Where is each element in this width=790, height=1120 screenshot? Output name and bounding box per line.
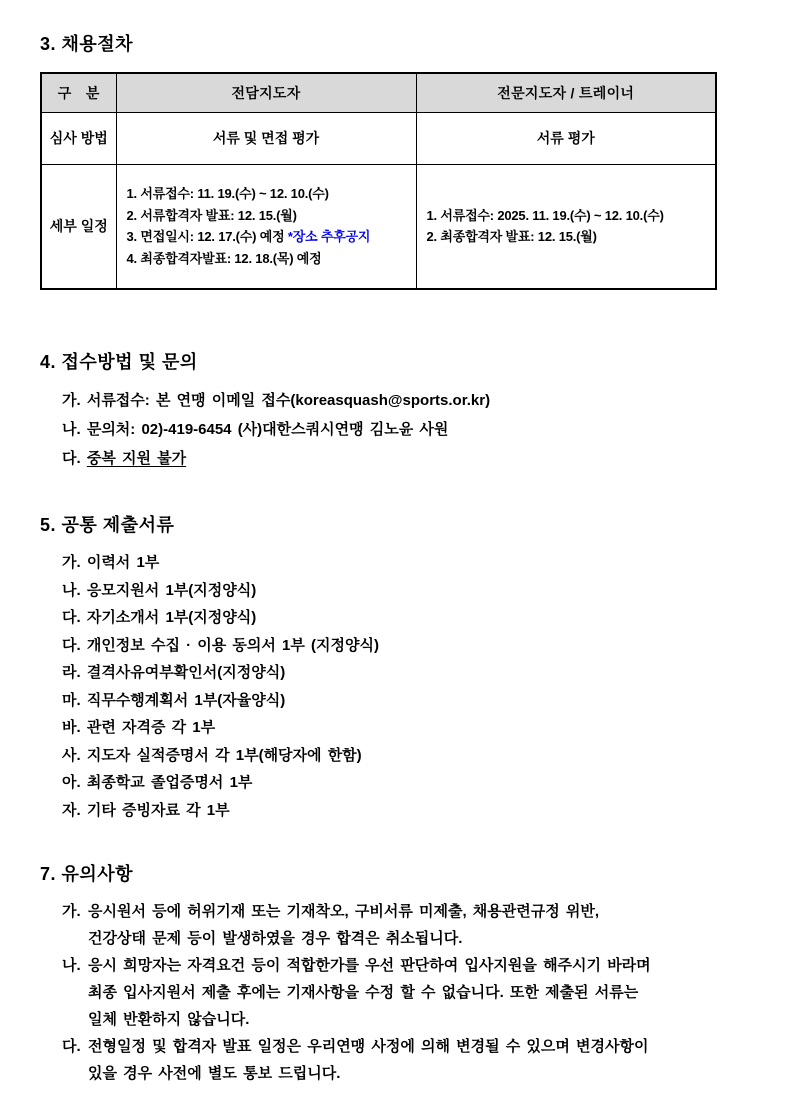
notice-item-lines xyxy=(88,952,754,1033)
list-item-privacy-consent: 다. 개인정보 수집 · 이용 동의서 1부 (지정양식) xyxy=(62,636,379,654)
list-item-marker: 다. xyxy=(62,450,87,467)
cell-dedicated-review-method: 서류 및 면접 평가 xyxy=(116,112,416,164)
table-header-dedicated-instructor: 전담지도자 xyxy=(116,73,416,112)
schedule-line: 2. 최종합격자 발표: 12. 15.(월) xyxy=(426,229,597,245)
list-item-certificates: 바. 관련 자격증 각 1부 xyxy=(62,719,216,736)
section5-title: 5. 공통 제출서류 xyxy=(40,515,175,535)
section-application-method xyxy=(40,348,754,473)
table-row-review-method xyxy=(41,112,716,164)
schedule-line: 1. 서류접수: 11. 19.(수) ~ 12. 10.(수) xyxy=(126,186,329,202)
schedule-line: 1. 서류접수: 2025. 11. 19.(수) ~ 12. 10.(수) xyxy=(426,207,664,223)
list-item-no-duplicate-application xyxy=(62,444,754,473)
list-item-job-performance-plan: 마. 직무수행계획서 1부(자율양식) xyxy=(62,691,286,709)
schedule-line: 2. 서류합격자 발표: 12. 15.(월) xyxy=(126,207,297,223)
table-row-detail-schedule xyxy=(41,164,716,289)
list-item-resume: 가. 이력서 1부 xyxy=(62,554,160,571)
row-label-review-method: 심사 방법 xyxy=(41,112,116,164)
section-common-documents xyxy=(40,511,754,824)
list-item-graduation-certificate: 아. 최종학교 졸업증명서 1부 xyxy=(62,774,253,791)
notice-line: 전형일정 및 합격자 발표 일정은 우리연맹 사정에 의해 변경될 수 있으며 변경사항이 xyxy=(88,1038,649,1055)
application-method-list xyxy=(40,386,754,473)
notice-item-false-statement xyxy=(62,898,754,952)
recruitment-schedule-table xyxy=(40,72,717,290)
schedule-line-text: 3. 면접일시: 12. 17.(수) 예정 xyxy=(126,229,288,245)
notice-line: 최종 입사지원서 제출 후에는 기재사항을 수정 할 수 없습니다. 또한 제출된 서류는 xyxy=(88,984,639,1001)
notice-item-marker: 가. xyxy=(62,903,81,920)
cell-professional-review-method: 서류 평가 xyxy=(416,112,716,164)
notice-line: 건강상태 문제 등이 발생하였을 경우 합격은 취소됩니다. xyxy=(88,930,463,947)
notice-item-lines xyxy=(88,898,754,952)
common-documents-list xyxy=(40,549,754,824)
schedule-line xyxy=(127,226,410,248)
section-recruitment-procedure xyxy=(40,30,754,290)
cell-dedicated-schedule xyxy=(116,164,416,289)
notice-item-eligibility-check xyxy=(62,952,754,1033)
section3-title: 3. 채용절차 xyxy=(40,34,134,54)
notice-item-schedule-change xyxy=(62,1033,754,1087)
cell-professional-schedule xyxy=(416,164,716,289)
list-item-contact: 나. 문의처: 02)-419-6454 (사)대한스쿼시연맹 김노윤 사원 xyxy=(62,421,449,438)
list-item-self-introduction: 다. 자기소개서 1부(지정양식) xyxy=(62,609,257,626)
table-header-category: 구 분 xyxy=(41,73,116,112)
list-item-document-submission: 가. 서류접수: 본 연맹 이메일 접수(koreasquash@sports.or.kr) xyxy=(62,392,491,409)
table-header-professional-instructor: 전문지도자 / 트레이너 xyxy=(416,73,716,112)
section-notes xyxy=(40,860,754,1087)
section4-title: 4. 접수방법 및 문의 xyxy=(40,352,198,372)
notice-line: 응시원서 등에 허위기재 또는 기재착오, 구비서류 미제출, 채용관련규정 위반, xyxy=(88,903,600,920)
notice-item-marker: 나. xyxy=(62,957,81,974)
notice-line: 있을 경우 사전에 별도 통보 드립니다. xyxy=(88,1065,341,1082)
list-item-disqualification-confirmation: 라. 결격사유여부확인서(지정양식) xyxy=(62,664,286,681)
no-duplicate-underlined-text: 중복 지원 불가 xyxy=(86,450,187,467)
notice-line: 일체 반환하지 않습니다. xyxy=(88,1011,250,1028)
schedule-line: 4. 최종합격자발표: 12. 18.(목) 예정 xyxy=(126,250,322,266)
list-item-other-evidence: 자. 기타 증빙자료 각 1부 xyxy=(62,801,230,819)
list-item-application-form: 나. 응모지원서 1부(지정양식) xyxy=(62,581,257,599)
notes-list xyxy=(40,898,754,1087)
notice-item-lines xyxy=(88,1033,754,1087)
notice-item-marker: 다. xyxy=(62,1038,81,1055)
notice-line: 응시 희망자는 자격요건 등이 적합한가를 우선 판단하여 입사지원을 해주시기 바라며 xyxy=(88,957,651,974)
list-item-instructor-record: 사. 지도자 실적증명서 각 1부(해당자에 한함) xyxy=(62,746,362,764)
row-label-detail-schedule: 세부 일정 xyxy=(41,164,116,289)
table-header-row xyxy=(41,73,716,112)
section7-title: 7. 유의사항 xyxy=(40,864,134,884)
location-notice-highlight: *장소 추후공지 xyxy=(287,229,371,245)
